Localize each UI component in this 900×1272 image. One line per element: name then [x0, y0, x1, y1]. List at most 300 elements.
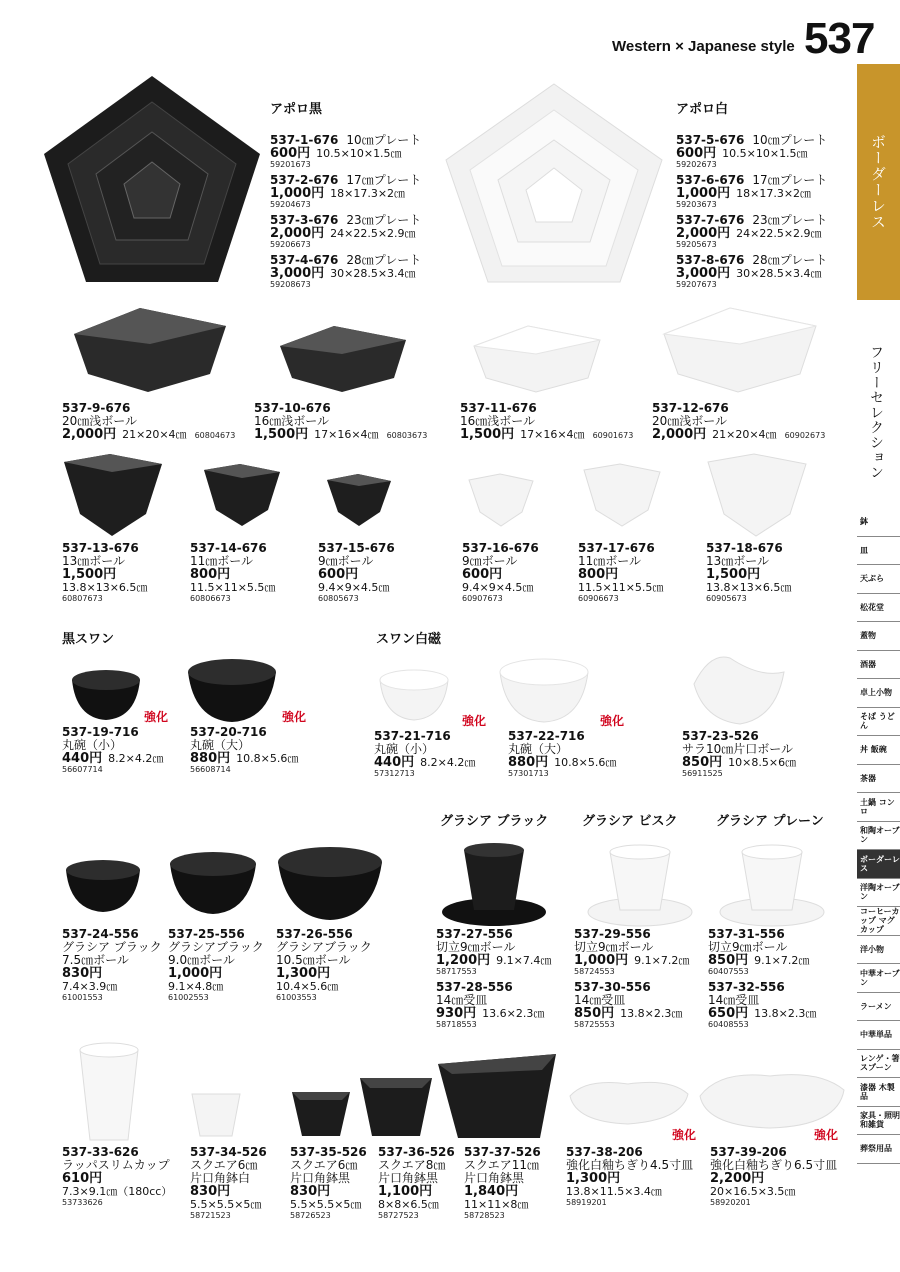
product-price: 830円 [190, 1184, 231, 1199]
kyoka-label: 強化 [814, 1128, 839, 1142]
product-jan: 58724553 [574, 967, 615, 976]
product-name: 11㎝ボール [190, 554, 254, 568]
product-price: 880円 [190, 751, 231, 766]
product-price: 830円 [290, 1184, 331, 1199]
product-price: 650円 [708, 1006, 749, 1021]
bowl-26-image [276, 842, 384, 922]
product-jan: 59202673 [676, 160, 717, 169]
product-price: 2,000円 [676, 226, 731, 241]
product-p36 [378, 1146, 455, 1220]
product-p33 [62, 1146, 172, 1207]
product-code: 537-9-676 [62, 401, 131, 415]
product-p17 [578, 542, 663, 603]
product-price: 1,300円 [276, 966, 331, 981]
product-price: 600円 [462, 567, 503, 582]
product-dimensions: 24×22.5×2.9㎝ [330, 227, 416, 240]
product-name: スクエア6㎝ [290, 1158, 358, 1172]
product-name: グラシアブラック [168, 940, 264, 954]
product-jan: 60806673 [190, 594, 231, 603]
side-nav [857, 508, 900, 1164]
product-p2 [270, 174, 421, 209]
product-price: 1,000円 [676, 186, 731, 201]
product-price: 1,840円 [464, 1184, 519, 1199]
product-dimensions: 8×8×6.5㎝ [378, 1198, 439, 1211]
product-name: スクエア6㎝ [190, 1158, 258, 1172]
product-dimensions: 21×20×4㎝ [122, 428, 187, 441]
product-p22 [508, 730, 616, 778]
product-p13 [62, 542, 147, 603]
product-code: 537-15-676 [318, 541, 395, 555]
product-price: 930円 [436, 1006, 477, 1021]
product-p27 [436, 928, 551, 976]
product-name: 強化白釉ちぎり6.5寸皿 [710, 1158, 838, 1172]
product-dimensions: 18×17.3×2㎝ [330, 187, 406, 200]
product-name-2: 片口角鉢黒 [378, 1171, 439, 1185]
nav-item[interactable]: 土鍋 コンロ [857, 793, 900, 822]
product-price: 1,500円 [254, 427, 309, 442]
product-jan: 59203673 [676, 200, 717, 209]
product-jan: 58727523 [378, 1211, 419, 1220]
nav-item[interactable]: 葬祭用品 [857, 1135, 900, 1164]
series-gracia-bisque: グラシア ビスク [582, 814, 678, 829]
product-jan: 60807673 [62, 594, 103, 603]
product-jan: 59205673 [676, 240, 717, 249]
product-jan: 60805673 [318, 594, 359, 603]
side-sub-label: フリーセレクション [868, 345, 884, 480]
product-jan: 59201673 [270, 160, 311, 169]
product-dimensions: 13.6×2.3㎝ [482, 1007, 545, 1020]
product-name: サラ10㎝片口ボール [682, 742, 794, 756]
product-dimensions: 30×28.5×3.4㎝ [736, 267, 822, 280]
product-jan: 58725553 [574, 1020, 615, 1029]
product-code: 537-20-716 [190, 725, 267, 739]
product-p1 [270, 134, 421, 169]
product-name: ラッパスリムカップ [62, 1158, 170, 1172]
product-price: 1,500円 [706, 567, 761, 582]
nav-item[interactable]: 皿 [857, 537, 900, 566]
product-dimensions: 13.8×2.3㎝ [620, 1007, 683, 1020]
product-p14 [190, 542, 275, 603]
product-code: 537-10-676 [254, 401, 331, 415]
product-dimensions: 5.5×5.5×5㎝ [290, 1198, 362, 1211]
product-dimensions: 8.2×4.2㎝ [108, 752, 164, 765]
product-price: 800円 [578, 567, 619, 582]
product-price: 600円 [676, 146, 717, 161]
bowl-23-image [690, 648, 788, 728]
square-37-image [436, 1050, 558, 1142]
product-name: 20㎝浅ボール [62, 414, 138, 428]
product-name-2: 片口角鉢黒 [464, 1171, 525, 1185]
bowl-25-image [168, 848, 258, 916]
product-name: 丸碗（小） [374, 742, 435, 756]
product-name: 丸碗（大） [190, 738, 251, 752]
product-price: 830円 [62, 966, 103, 981]
series-gracia-black: グラシア ブラック [440, 814, 549, 829]
product-price: 2,200円 [710, 1171, 765, 1186]
product-name-2: 10.5㎝ボール [276, 953, 351, 967]
product-p31 [708, 928, 809, 976]
product-price: 850円 [574, 1006, 615, 1021]
nav-item[interactable]: 家具・照明 和雑貨 [857, 1107, 900, 1136]
kyoka-label: 強化 [282, 710, 307, 724]
product-dimensions: 10.8×5.6㎝ [236, 752, 299, 765]
product-name: 丸碗（小） [62, 738, 123, 752]
product-dimensions: 13.8×13×6.5㎝ [706, 581, 792, 594]
product-dimensions: 11×11×8㎝ [464, 1198, 529, 1211]
product-code: 537-35-526 [290, 1145, 367, 1159]
series-apollo-white: アポロ白 [676, 102, 729, 117]
product-name: 強化白釉ちぎり4.5寸皿 [566, 1158, 694, 1172]
product-name: 切立9㎝ボール [436, 940, 516, 954]
product-name: 丸碗（大） [508, 742, 569, 756]
nav-item[interactable]: 和陶オーブン [857, 822, 900, 851]
product-jan: 59207673 [676, 280, 717, 289]
product-jan: 59208673 [270, 280, 311, 289]
product-p28 [436, 981, 544, 1029]
bowl-19-image [70, 666, 142, 722]
product-code: 537-28-556 [436, 980, 513, 994]
product-p3 [270, 214, 421, 249]
product-name: 11㎝ボール [578, 554, 642, 568]
product-p21 [374, 730, 475, 778]
product-name: 14㎝受皿 [708, 993, 760, 1007]
cup-33-image [76, 1040, 142, 1142]
product-name: グラシアブラック [276, 940, 372, 954]
product-price: 1,500円 [460, 427, 515, 442]
product-p30 [574, 981, 682, 1029]
product-code: 537-19-716 [62, 725, 139, 739]
product-jan: 60902673 [784, 431, 826, 440]
bowl-22-image [498, 654, 590, 724]
product-jan: 58726523 [290, 1211, 331, 1220]
series-apollo-black: アポロ黒 [270, 102, 323, 117]
nav-item[interactable]: 鉢 [857, 508, 900, 537]
product-name-2: 片口角鉢白 [190, 1171, 251, 1185]
series-gracia-plain: グラシア プレーン [716, 814, 824, 829]
product-price: 600円 [318, 567, 359, 582]
series-black-swan: 黒スワン [62, 632, 115, 647]
product-dimensions: 11.5×11×5.5㎝ [578, 581, 664, 594]
product-jan: 58919201 [566, 1198, 607, 1207]
product-code: 537-25-556 [168, 927, 245, 941]
product-code: 537-36-526 [378, 1145, 455, 1159]
product-name: 23㎝プレート [752, 213, 828, 227]
product-name: 10㎝プレート [752, 133, 828, 147]
product-name: 14㎝受皿 [574, 993, 626, 1007]
product-price: 800円 [190, 567, 231, 582]
product-name: 9㎝ボール [318, 554, 374, 568]
product-p9 [62, 402, 235, 441]
product-p12 [652, 402, 825, 441]
nav-item[interactable]: レンゲ・箸 スプーン [857, 1050, 900, 1079]
nav-item[interactable]: 茶器 [857, 765, 900, 794]
product-jan: 61002553 [168, 993, 209, 1002]
bowl-13-image [60, 452, 166, 538]
product-p39 [710, 1146, 837, 1207]
bowl-20-image [186, 654, 278, 724]
product-code: 537-31-556 [708, 927, 785, 941]
nav-item[interactable]: 中華オーブン [857, 964, 900, 993]
product-price: 1,500円 [62, 567, 117, 582]
product-dimensions: 18×17.3×2㎝ [736, 187, 812, 200]
product-code: 537-34-526 [190, 1145, 267, 1159]
product-price: 1,000円 [168, 966, 223, 981]
product-price: 610円 [62, 1171, 103, 1186]
nav-item[interactable]: 蓋物 [857, 622, 900, 651]
nav-item[interactable]: 酒器 [857, 651, 900, 680]
product-p4 [270, 254, 421, 289]
product-p24 [62, 928, 162, 1002]
product-code: 537-11-676 [460, 401, 537, 415]
product-code: 537-13-676 [62, 541, 139, 555]
product-code: 537-17-676 [578, 541, 655, 555]
side-tab [857, 64, 900, 300]
product-code: 537-1-676 [270, 133, 339, 147]
product-name: 切立9㎝ボール [708, 940, 788, 954]
apollo-black-plate-image [40, 72, 264, 286]
kyoka-label: 強化 [600, 714, 625, 728]
plate-39-image [696, 1066, 848, 1132]
kyoka-label: 強化 [144, 710, 169, 724]
product-p20 [190, 726, 298, 774]
product-p15 [318, 542, 395, 603]
product-code: 537-33-626 [62, 1145, 139, 1159]
product-jan: 60906673 [578, 594, 619, 603]
product-name-2: 片口角鉢黒 [290, 1171, 351, 1185]
kyoka-label: 強化 [672, 1128, 697, 1142]
nav-item[interactable]: コーヒーカップ マグカップ [857, 907, 900, 936]
nav-item[interactable]: ラーメン [857, 993, 900, 1022]
bowl-16-image [466, 472, 536, 528]
product-dimensions: 17×16×4㎝ [314, 428, 379, 441]
square-36-image [358, 1070, 434, 1140]
product-code: 537-6-676 [676, 173, 745, 187]
product-code: 537-39-206 [710, 1145, 787, 1159]
product-code: 537-2-676 [270, 173, 339, 187]
nav-item[interactable]: ボーダーレス [857, 850, 900, 879]
product-code: 537-21-716 [374, 729, 451, 743]
product-p10 [254, 402, 427, 441]
plate-38-image [566, 1074, 692, 1128]
product-dimensions: 10×8.5×6㎝ [728, 756, 797, 769]
product-price: 2,000円 [652, 427, 707, 442]
product-dimensions: 9.1×7.2㎝ [634, 954, 690, 967]
product-jan: 58717553 [436, 967, 477, 976]
product-dimensions: 11.5×11×5.5㎝ [190, 581, 276, 594]
nav-item[interactable]: 松花堂 [857, 594, 900, 623]
product-name: 20㎝浅ボール [652, 414, 728, 428]
product-jan: 59204673 [270, 200, 311, 209]
product-p32 [708, 981, 816, 1029]
product-price: 1,100円 [378, 1184, 433, 1199]
product-dimensions: 7.4×3.9㎝ [62, 980, 118, 993]
series-swan-white: スワン白磁 [376, 632, 442, 647]
product-p6 [676, 174, 827, 209]
nav-item[interactable]: 中華単品 [857, 1021, 900, 1050]
nav-item[interactable]: 漆器 木製品 [857, 1078, 900, 1107]
product-dimensions: 17×16×4㎝ [520, 428, 585, 441]
product-name-2: 7.5㎝ボール [62, 953, 129, 967]
nav-item[interactable]: 天ぷら [857, 565, 900, 594]
product-code: 537-3-676 [270, 213, 339, 227]
gracia-bisque-cup-image [586, 842, 694, 930]
product-price: 3,000円 [270, 266, 325, 281]
product-code: 537-23-526 [682, 729, 759, 743]
product-name: 17㎝プレート [346, 173, 422, 187]
product-code: 537-26-556 [276, 927, 353, 941]
product-jan: 60804673 [194, 431, 236, 440]
nav-item[interactable]: 丼 飯碗 [857, 736, 900, 765]
product-jan: 59206673 [270, 240, 311, 249]
bowl-14-image [200, 462, 284, 528]
square-35-image [290, 1086, 352, 1140]
product-name: 13㎝ボール [62, 554, 126, 568]
product-name: スクエア8㎝ [378, 1158, 446, 1172]
product-dimensions: 13.8×2.3㎝ [754, 1007, 817, 1020]
product-jan: 60901673 [592, 431, 634, 440]
product-p37 [464, 1146, 541, 1220]
product-price: 850円 [682, 755, 723, 770]
product-code: 537-18-676 [706, 541, 783, 555]
product-price: 1,000円 [574, 953, 629, 968]
product-p29 [574, 928, 689, 976]
product-jan: 60905673 [706, 594, 747, 603]
product-jan: 61003553 [276, 993, 317, 1002]
product-jan: 57301713 [508, 769, 549, 778]
product-dimensions: 9.4×9×4.5㎝ [318, 581, 390, 594]
bowl-17-image [580, 462, 664, 528]
header-style: Western × Japanese style [612, 38, 795, 55]
product-code: 537-27-556 [436, 927, 513, 941]
product-price: 3,000円 [676, 266, 731, 281]
product-code: 537-16-676 [462, 541, 539, 555]
product-jan: 60803673 [386, 431, 428, 440]
product-p19 [62, 726, 163, 774]
product-name: 28㎝プレート [752, 253, 828, 267]
product-code: 537-8-676 [676, 253, 745, 267]
product-dimensions: 10.5×10×1.5㎝ [722, 147, 808, 160]
product-price: 1,200円 [436, 953, 491, 968]
product-name: 16㎝浅ボール [460, 414, 536, 428]
product-jan: 61001553 [62, 993, 103, 1002]
product-price: 1,000円 [270, 186, 325, 201]
product-jan: 56911525 [682, 769, 723, 778]
product-code: 537-5-676 [676, 133, 745, 147]
product-name: 9㎝ボール [462, 554, 518, 568]
nav-item[interactable]: そば うどん [857, 708, 900, 737]
product-name: 切立9㎝ボール [574, 940, 654, 954]
product-price: 2,000円 [270, 226, 325, 241]
product-jan: 53733626 [62, 1198, 103, 1207]
product-dimensions: 20×16.5×3.5㎝ [710, 1185, 796, 1198]
side-tab-label: ボーダーレス [869, 134, 887, 230]
product-dimensions: 21×20×4㎝ [712, 428, 777, 441]
bowl-21-image [378, 666, 450, 722]
product-p35 [290, 1146, 367, 1220]
bowl-11-image [470, 322, 604, 396]
product-name: 28㎝プレート [346, 253, 422, 267]
product-name: 16㎝浅ボール [254, 414, 330, 428]
product-jan: 58920201 [710, 1198, 751, 1207]
product-code: 537-4-676 [270, 253, 339, 267]
product-dimensions: 13.8×13×6.5㎝ [62, 581, 148, 594]
product-code: 537-32-556 [708, 980, 785, 994]
product-dimensions: 9.1×7.2㎝ [754, 954, 810, 967]
product-code: 537-30-556 [574, 980, 651, 994]
product-p18 [706, 542, 791, 603]
product-price: 440円 [62, 751, 103, 766]
bowl-24-image [64, 856, 142, 914]
gracia-plain-cup-image [718, 842, 826, 930]
bowl-18-image [704, 452, 810, 538]
product-code: 537-29-556 [574, 927, 651, 941]
nav-item[interactable]: 洋小物 [857, 936, 900, 965]
product-dimensions: 30×28.5×3.4㎝ [330, 267, 416, 280]
bowl-12-image [660, 304, 820, 396]
product-jan: 56608714 [190, 765, 231, 774]
product-name: 10㎝プレート [346, 133, 422, 147]
product-dimensions: 10.4×5.6㎝ [276, 980, 339, 993]
product-jan: 58721523 [190, 1211, 231, 1220]
product-jan: 58728523 [464, 1211, 505, 1220]
product-code: 537-37-526 [464, 1145, 541, 1159]
product-price: 1,300円 [566, 1171, 621, 1186]
product-code: 537-12-676 [652, 401, 729, 415]
product-name: 23㎝プレート [346, 213, 422, 227]
kyoka-label: 強化 [462, 714, 487, 728]
bowl-10-image [276, 322, 410, 396]
square-34-image [190, 1088, 242, 1140]
product-jan: 56607714 [62, 765, 103, 774]
product-p11 [460, 402, 633, 441]
product-price: 2,000円 [62, 427, 117, 442]
page-number: 537 [804, 14, 875, 63]
product-p34 [190, 1146, 267, 1220]
product-p7 [676, 214, 827, 249]
product-name-2: 9.0㎝ボール [168, 953, 235, 967]
product-jan: 60408553 [708, 1020, 749, 1029]
product-dimensions: 9.4×9×4.5㎝ [462, 581, 534, 594]
product-dimensions: 7.3×9.1㎝（180cc） [62, 1185, 173, 1198]
product-p23 [682, 730, 796, 778]
product-dimensions: 10.8×5.6㎝ [554, 756, 617, 769]
product-price: 850円 [708, 953, 749, 968]
product-p8 [676, 254, 827, 289]
product-code: 537-22-716 [508, 729, 585, 743]
product-code: 537-38-206 [566, 1145, 643, 1159]
product-p26 [276, 928, 372, 1002]
gracia-black-cup-image [440, 840, 548, 930]
product-jan: 60907673 [462, 594, 503, 603]
product-code: 537-24-556 [62, 927, 139, 941]
product-price: 600円 [270, 146, 311, 161]
product-dimensions: 5.5×5.5×5㎝ [190, 1198, 262, 1211]
product-jan: 60407553 [708, 967, 749, 976]
product-jan: 57312713 [374, 769, 415, 778]
product-p16 [462, 542, 539, 603]
product-dimensions: 13.8×11.5×3.4㎝ [566, 1185, 662, 1198]
product-dimensions: 8.2×4.2㎝ [420, 756, 476, 769]
apollo-white-plate-image [442, 80, 666, 286]
nav-item[interactable]: 卓上小物 [857, 679, 900, 708]
product-name: グラシア ブラック [62, 940, 162, 954]
product-price: 440円 [374, 755, 415, 770]
product-jan: 58718553 [436, 1020, 477, 1029]
nav-item[interactable]: 洋陶オーブン [857, 879, 900, 908]
product-dimensions: 24×22.5×2.9㎝ [736, 227, 822, 240]
product-p5 [676, 134, 827, 169]
product-dimensions: 9.1×7.4㎝ [496, 954, 552, 967]
